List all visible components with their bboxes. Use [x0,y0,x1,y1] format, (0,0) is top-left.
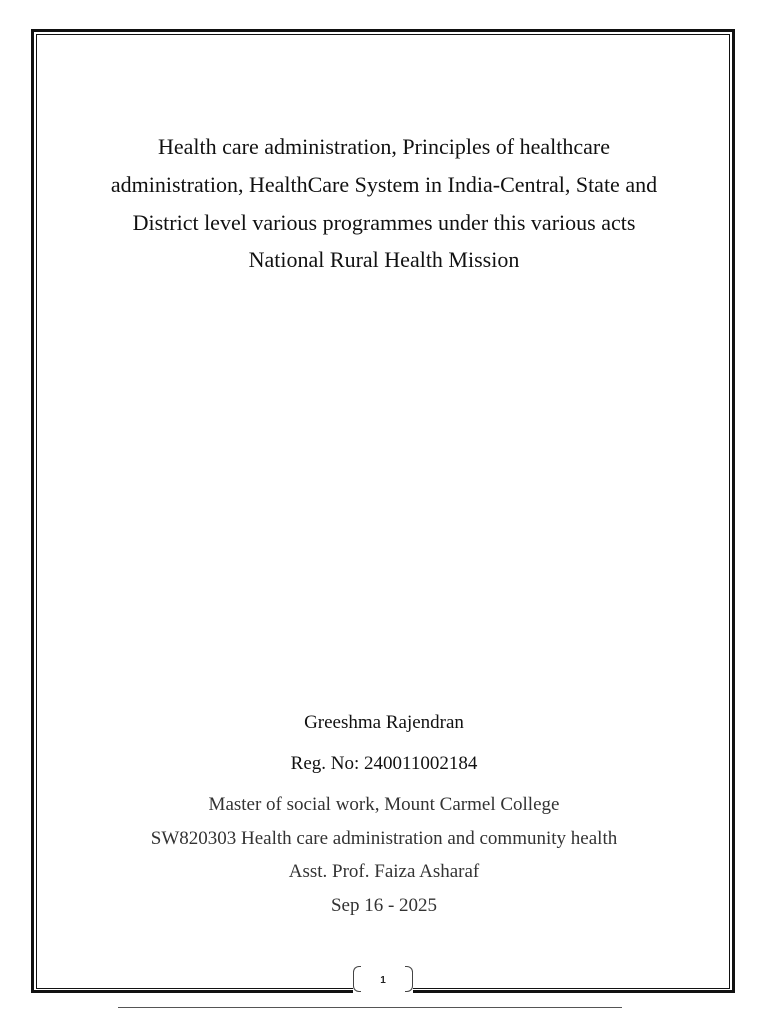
submission-date: Sep 16 - 2025 [330,895,438,916]
title-line: National Rural Health Mission [248,247,520,273]
course-title: SW820303 Health care administration and community health [150,828,618,849]
title-line: Health care administration, Principles of healthcare [157,134,611,159]
author-name: Greeshma Rajendran [304,712,464,733]
registration-number: Reg. No: 240011002184 [290,753,478,774]
title-line: District level various programmes under this various acts [132,209,636,235]
title-line: administration, HealthCare System in India-Central, State and [110,171,658,197]
instructor-name: Asst. Prof. Faiza Asharaf [288,861,480,882]
page-number: 1 [380,975,386,986]
footer-rule [118,1007,622,1008]
program-institution: Master of social work, Mount Carmel College [208,794,560,815]
page-number-box [353,966,413,994]
document-title [60,128,708,279]
